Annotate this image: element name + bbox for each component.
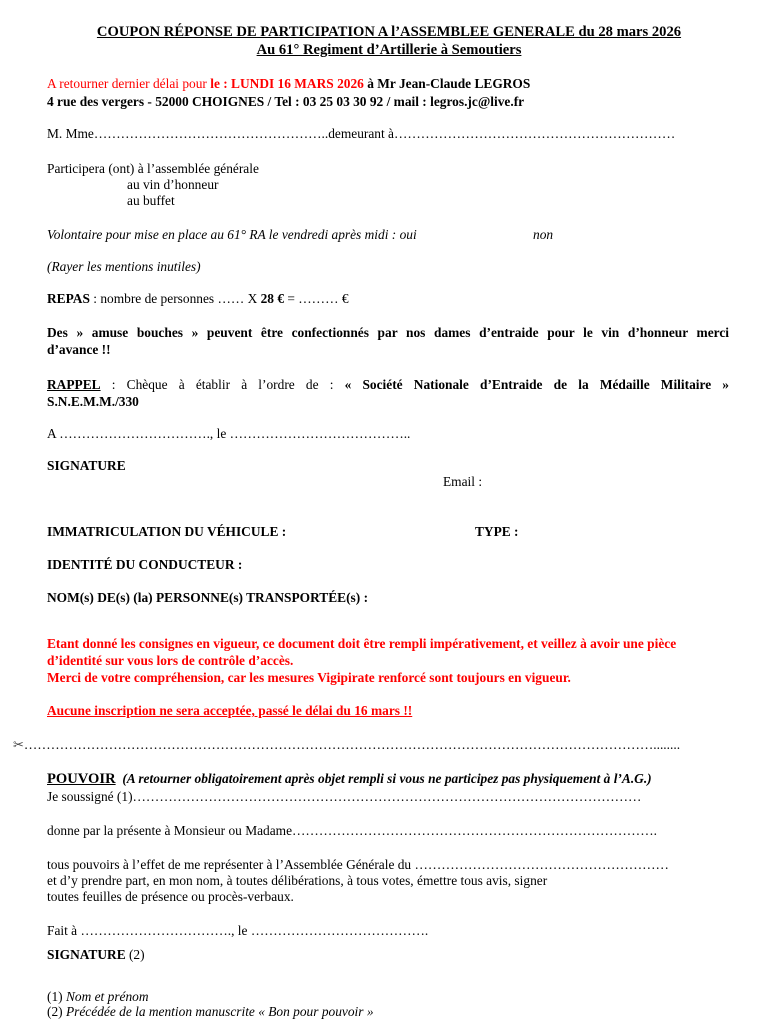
- cut-line: [13, 737, 773, 754]
- return-address: 4 rue des vergers - 52000 CHOIGNES / Tel : 03 25 03 30 92 / mail : legros.jc@live.fr: [47, 94, 525, 109]
- pouvoir-heading: [47, 771, 652, 787]
- rappel-code: S.N.E.M.M./330: [47, 394, 139, 409]
- pouvoir-signature-label: SIGNATURE: [47, 947, 126, 962]
- deadline-notice: Aucune inscription ne sera acceptée, passé le délai du 16 mars !!: [47, 703, 413, 718]
- amuse-bouches-line2: d’avance !!: [47, 342, 111, 357]
- meal-line: [47, 291, 349, 307]
- rappel-label: RAPPEL: [47, 377, 101, 392]
- amuse-bouches-line1: Des » amuse bouches » peuvent être confectionnés par nos dames d’entraide pour le vin d’honneur merci: [47, 325, 729, 340]
- return-deadline: le : LUNDI 16 MARS 2026: [210, 76, 364, 91]
- participation-intro: Participera (ont) à l’assemblée générale: [47, 161, 259, 176]
- rappel-line: [47, 377, 729, 393]
- warning-line1: Etant donné les consignes en vigueur, ce document doit être rempli impérativement, et veillez à avoir une pièce: [47, 636, 677, 651]
- participation-option-buffet: au buffet: [127, 193, 175, 208]
- return-deadline-line: [47, 76, 530, 92]
- return-prefix: A retourner dernier délai pour: [47, 76, 211, 91]
- footnote-1: [47, 989, 149, 1005]
- email-label: Email :: [443, 474, 483, 489]
- return-recipient: à Mr Jean-Claude LEGROS: [363, 76, 531, 91]
- meal-count-field[interactable]: : nombre de personnes …… X: [89, 291, 261, 306]
- volunteer-question: Volontaire pour mise en place au 61° RA le vendredi après midi : oui: [47, 227, 417, 242]
- meal-label: REPAS: [47, 291, 90, 306]
- passengers-label: NOM(s) DE(s) (la) PERSONNE(s) TRANSPORTÉE(s) :: [47, 590, 369, 605]
- strike-note: (Rayer les mentions inutiles): [47, 259, 201, 274]
- pouvoir-signature-ref: (2): [125, 947, 145, 962]
- document-subtitle: Au 61° Regiment d’Artillerie à Semoutiers: [256, 42, 522, 58]
- scissors-icon: ✂: [13, 738, 24, 753]
- footnote-1-number: (1): [47, 989, 66, 1004]
- assembly-date-field[interactable]: tous pouvoirs à l’effet de me représenter à l’Assemblée Générale du …………………………………………………: [47, 857, 669, 872]
- powers-line3: toutes feuilles de présence ou procès-verbaux.: [47, 889, 294, 904]
- footnote-1-text: Nom et prénom: [65, 989, 149, 1004]
- name-address-field[interactable]: M. Mme……………………………………………..demeurant à………………………………………………………: [47, 126, 676, 141]
- meal-price: 28 €: [260, 291, 285, 306]
- participation-option-wine: au vin d’honneur: [127, 177, 219, 192]
- meal-total-field[interactable]: = ……… €: [284, 291, 349, 306]
- undersigned-field[interactable]: Je soussigné (1)……………………………………………………………………………………………………: [47, 789, 642, 804]
- signature-label: SIGNATURE: [47, 458, 126, 473]
- vehicle-type-label: TYPE :: [475, 524, 519, 539]
- proxy-name-field[interactable]: donne par la présente à Monsieur ou Madame……………………………………………………………………….: [47, 823, 657, 838]
- rappel-text: : Chèque à établir à l’ordre de :: [100, 377, 345, 392]
- warning-line3: Merci de votre compréhension, car les mesures Vigipirate renforcé sont toujours en vigueur.: [47, 670, 571, 685]
- powers-line2: et d’y prendre part, en mon nom, à toutes délibérations, à tous votes, émettre tous avis, signer: [47, 873, 548, 888]
- volunteer-no: non: [533, 227, 554, 242]
- cut-line-dots: ……………………………………………………………………………………………………………………………........: [23, 737, 681, 752]
- rappel-organization: « Société Nationale d’Entraide de la Médaille Militaire »: [344, 377, 729, 392]
- footnote-2-number: (2): [47, 1004, 66, 1019]
- pouvoir-subtitle: (A retourner obligatoirement après objet rempli si vous ne participez pas physiquement à l’A.G.): [122, 771, 652, 786]
- warning-line2: d’identité sur vous lors de contrôle d’accès.: [47, 653, 294, 668]
- pouvoir-title: POUVOIR: [47, 771, 116, 787]
- driver-identity-label: IDENTITÉ DU CONDUCTEUR :: [47, 557, 243, 572]
- vehicle-registration-label: IMMATRICULATION DU VÉHICULE :: [47, 524, 287, 539]
- footnote-2: [47, 1004, 374, 1020]
- footnote-2-text: Précédée de la mention manuscrite « Bon pour pouvoir »: [65, 1004, 374, 1019]
- document-title: COUPON RÉPONSE DE PARTICIPATION A l’ASSEMBLEE GENERALE du 28 mars 2026: [96, 24, 682, 40]
- place-date-field[interactable]: A ……………………………., le …………………………………..: [47, 426, 411, 441]
- pouvoir-signature: [47, 947, 145, 963]
- pouvoir-place-date-field[interactable]: Fait à ……………………………., le ………………………………….: [47, 923, 429, 938]
